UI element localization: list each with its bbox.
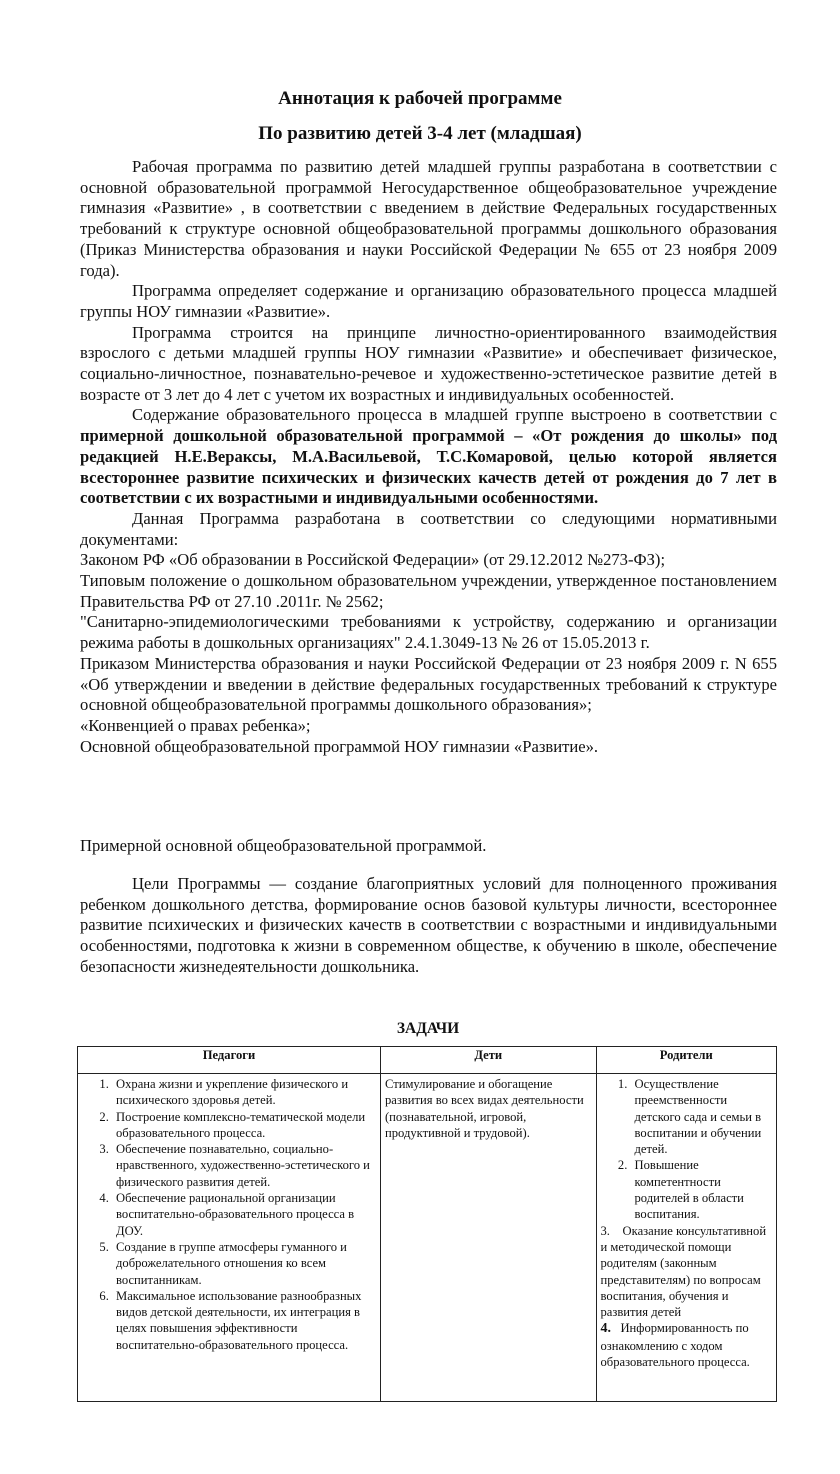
main-text: [80, 157, 777, 757]
tasks-table: [77, 1046, 777, 1402]
paragraph-goals: Цели Программы — создание благоприятных условий для полноценного проживания ребенком дошкольного детства, формирование основ базовой культуры личности, всестороннее развитие психических и физических качеств в соответствии с возрастными и индивидуальными особенностями, подготовка к жизни в современном обществе, к обучению в школе, обеспечение безопасности жизнедеятельности дошкольника.: [80, 874, 777, 976]
parents-cell: [596, 1074, 777, 1402]
children-cell: [380, 1074, 596, 1402]
teachers-task: 2. Построение комплексно-тематической модели образовательного процесса.: [112, 1109, 376, 1142]
parents-task-3-number: 3.: [600, 1223, 610, 1238]
document-title: Аннотация к рабочей программе: [278, 88, 562, 109]
parents-task: 2. Повышение компетентности родителей в области воспитания.: [631, 1157, 773, 1222]
document-subtitle: По развитию детей 3-4 лет (младшая): [258, 123, 582, 144]
doc-item: "Санитарно-эпидемиологическими требованиями к устройству, содержанию и организации режима работы в дошкольных организациях" 2.4.1.3049-13 № 26 от 15.05.2013 г.: [80, 612, 777, 653]
paragraph-intro: Рабочая программа по развитию детей младшей группы разработана в соответствии с основной образовательной программой Негосударственное общеобразовательное учреждение гимназия «Развитие» , в соответствии с введением в действие Федеральных государственных требований к структуре основной общеобразовательной программы дошкольного образования (Приказ Министерства образования и науки Российской Федерации № 655 от 23 ноября 2009 года).: [80, 157, 777, 280]
children-task: Стимулирование и обогащение развития во всех видах деятельности (познавательной, игровой, продуктивной и трудовой).: [384, 1077, 584, 1140]
paragraph-sample-program: Примерной основной общеобразовательной программой.: [80, 836, 487, 855]
parents-task-3-text: Оказание консультативной и методической помощи родителям (законным представителям) по вопросам воспитания, обучения и развития детей: [600, 1223, 767, 1320]
doc-item: Типовым положение о дошкольном образовательном учреждении, утвержденное постановлением Правительства РФ от 27.10 .2011г. № 2562;: [80, 571, 777, 611]
teachers-task: 1. Охрана жизни и укрепление физического и психического здоровья детей.: [112, 1076, 376, 1109]
paragraph-content: [80, 405, 777, 509]
header-parents: Родители: [596, 1047, 777, 1074]
parents-list: [601, 1076, 773, 1223]
doc-item: Законом РФ «Об образовании в Российской Федерации» (от 29.12.2012 №273-ФЗ);: [80, 550, 666, 570]
parents-task-4-number: 4.: [600, 1321, 611, 1337]
tasks-title: ЗАДАЧИ: [396, 1020, 460, 1037]
teachers-cell: [78, 1074, 381, 1402]
paragraph-content-bold: примерной дошкольной образовательной программой – «От рождения до школы» под редакцией Н.Е.Вераксы, М.А.Васильевой, Т.С.Комаровой, целью которой является всестороннее развитие психических и физических качеств детей от рождения до 7 лет в соответствии с их возрастными и индивидуальными особенностями.: [80, 426, 777, 508]
teachers-task: 6. Максимальное использование разнообразных видов детской деятельности, их интеграция в целях повышения эффективности воспитательно-образовательного процесса.: [112, 1288, 376, 1353]
parents-task-4: [601, 1320, 773, 1370]
paragraph-content-start: Содержание образовательного процесса в младшей группе выстроено в соответствии с: [132, 405, 777, 425]
paragraph-principle: Программа строится на принципе личностно-ориентированного взаимодействия взрослого с детьми младшей группы НОУ гимназии «Развитие» и обеспечивает физическое, социально-личностное, познавательно-речевое и художественно-эстетическое развитие детей в возрасте от 3 лет до 4 лет с учетом их возрастных и индивидуальных особенностей.: [80, 322, 777, 404]
teachers-task: 5. Создание в группе атмосферы гуманного и доброжелательного отношения ко всем воспитанникам.: [112, 1239, 376, 1288]
teachers-task: 3. Обеспечение познавательно, социально-нравственного, художественно-эстетического и физического развития детей.: [112, 1141, 376, 1190]
parents-task-3: [601, 1223, 773, 1321]
tasks-header-row: [78, 1047, 777, 1074]
teachers-list: [82, 1076, 376, 1353]
tasks-row: [78, 1074, 777, 1402]
doc-item: Приказом Министерства образования и науки Российской Федерации от 23 ноября 2009 г. N 655 «Об утверждении и введении в действие федеральных государственных требований к структуре основной общеобразовательной программы дошкольного образования»;: [80, 653, 777, 715]
paragraph-normative: Данная Программа разработана в соответствии со следующими нормативными документами:: [80, 508, 777, 549]
doc-item: Основной общеобразовательной программой НОУ гимназии «Развитие».: [80, 736, 599, 756]
paragraph-program-defines: Программа определяет содержание и организацию образовательного процесса младшей группы НОУ гимназии «Развитие».: [80, 281, 777, 321]
header-teachers: Педагоги: [78, 1047, 381, 1074]
parents-task: 1. Осуществление преемственности детского сада и семьи в воспитании и обучении детей.: [631, 1076, 773, 1157]
header-children: Дети: [380, 1047, 596, 1074]
sample-program-text: [80, 836, 777, 857]
parents-task-4-text: Информированность по ознакомлению с ходом образовательного процесса.: [600, 1321, 750, 1370]
goals-text: [80, 874, 777, 978]
doc-item: «Конвенцией о правах ребенка»;: [80, 715, 311, 735]
teachers-task: 4. Обеспечение рациональной организации воспитательно-образовательного процесса в ДОУ.: [112, 1190, 376, 1239]
